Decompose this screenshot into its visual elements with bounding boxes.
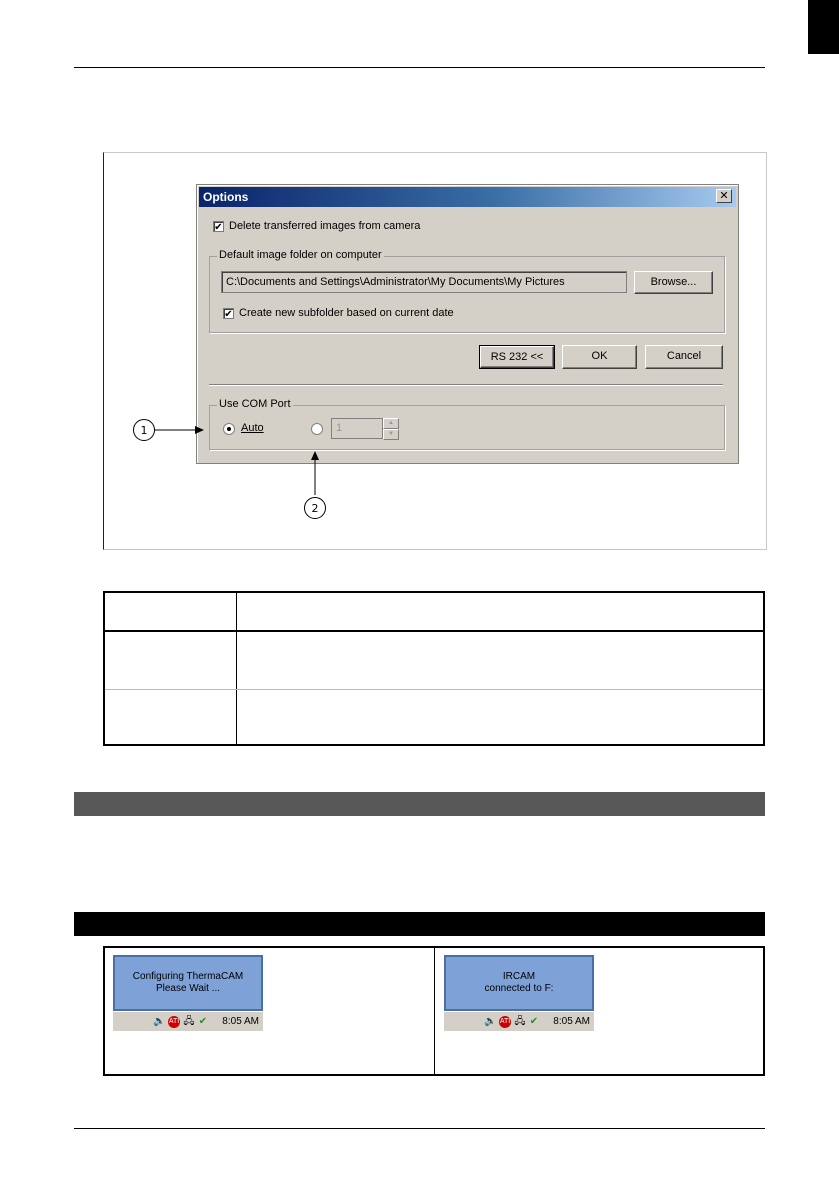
callout-1: 1 xyxy=(133,419,155,441)
popup-line-1: IRCAM xyxy=(502,971,536,982)
system-tray-2 xyxy=(444,1011,594,1031)
spin-up-icon[interactable]: ▲ xyxy=(383,418,399,429)
ok-button[interactable]: OK xyxy=(562,345,637,369)
section-heading-bar xyxy=(74,792,765,816)
network-icon[interactable]: 🖧 xyxy=(183,1016,195,1027)
tray-clock: 8:05 AM xyxy=(222,1016,259,1027)
safely-remove-icon[interactable]: ✔ xyxy=(198,1016,208,1027)
tray-popup-configuring xyxy=(113,955,263,1011)
speaker-icon[interactable]: 🔈 xyxy=(484,1016,497,1027)
delete-transferred-label[interactable]: Delete transferred images from camera xyxy=(229,220,421,232)
screenshot-divider xyxy=(434,948,435,1074)
table-divider xyxy=(236,593,237,744)
popup-line-2: Please Wait ... xyxy=(155,983,221,994)
browse-button[interactable]: Browse... xyxy=(634,271,713,294)
checkmark-icon: ✔ xyxy=(224,309,233,320)
tray-clock: 8:05 AM xyxy=(553,1016,590,1027)
com-port-group-label: Use COM Port xyxy=(219,398,291,410)
cancel-button[interactable]: Cancel xyxy=(645,345,723,369)
callout-table xyxy=(103,591,765,746)
checkmark-icon: ✔ xyxy=(214,222,223,233)
footer-rule xyxy=(74,1128,765,1129)
table-header-rule xyxy=(105,630,763,632)
tray-popup-connected xyxy=(444,955,594,1011)
folder-path-field[interactable]: C:\Documents and Settings\Administrator\My Documents\My Pictures xyxy=(221,271,627,293)
popup-line-2: connected to F: xyxy=(484,983,554,994)
create-subfolder-label[interactable]: Create new subfolder based on current date xyxy=(239,307,454,319)
system-tray-1 xyxy=(113,1011,263,1031)
callout-arrows xyxy=(103,152,767,550)
network-icon[interactable]: 🖧 xyxy=(514,1016,526,1027)
port-number-spinner[interactable]: 1 xyxy=(331,418,383,439)
table-row-rule xyxy=(105,689,763,690)
ati-icon[interactable]: ATI xyxy=(168,1016,180,1028)
close-icon: ✕ xyxy=(719,190,729,202)
chapter-tab-marker xyxy=(808,0,839,54)
callout-2: 2 xyxy=(304,497,326,519)
spin-down-icon[interactable]: ▼ xyxy=(383,429,399,440)
figure-heading-bar xyxy=(74,912,765,936)
default-folder-group-label: Default image folder on computer xyxy=(219,249,382,261)
dialog-title: Options xyxy=(203,190,249,204)
safely-remove-icon[interactable]: ✔ xyxy=(529,1016,539,1027)
rs232-toggle-button[interactable]: RS 232 << xyxy=(480,346,554,368)
speaker-icon[interactable]: 🔈 xyxy=(153,1016,166,1027)
auto-radio-label[interactable]: Auto xyxy=(241,422,264,434)
ati-icon[interactable]: ATI xyxy=(499,1016,511,1028)
popup-line-1: Configuring ThermaCAM xyxy=(132,971,244,982)
header-rule xyxy=(74,67,765,68)
